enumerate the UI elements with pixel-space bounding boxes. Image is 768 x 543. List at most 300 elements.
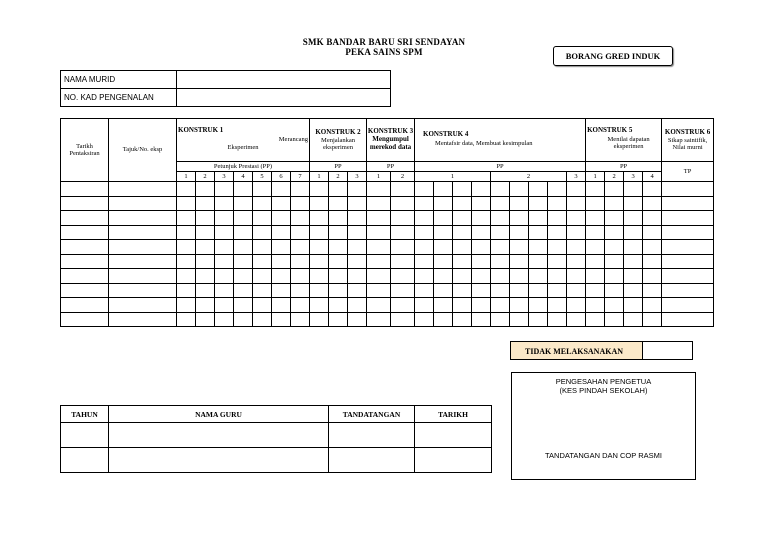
grade-cell[interactable] — [662, 283, 714, 298]
grade-cell[interactable] — [291, 182, 310, 197]
grade-cell[interactable] — [272, 211, 291, 226]
grade-cell[interactable] — [567, 254, 586, 269]
grade-cell[interactable] — [367, 182, 391, 197]
grade-cell[interactable] — [415, 254, 434, 269]
grade-cell[interactable] — [291, 312, 310, 327]
grade-cell[interactable] — [109, 182, 177, 197]
grade-cell[interactable] — [348, 225, 367, 240]
grade-cell[interactable] — [643, 312, 662, 327]
grade-cell[interactable] — [605, 196, 624, 211]
grade-cell[interactable] — [415, 312, 434, 327]
grade-cell[interactable] — [624, 312, 643, 327]
grade-cell[interactable] — [177, 240, 196, 255]
grade-cell[interactable] — [643, 283, 662, 298]
grade-cell[interactable] — [291, 269, 310, 284]
grade-cell[interactable] — [415, 269, 434, 284]
grade-cell[interactable] — [109, 211, 177, 226]
grade-cell[interactable] — [472, 196, 491, 211]
nama-murid-field[interactable] — [176, 71, 390, 89]
grade-cell[interactable] — [529, 283, 548, 298]
tandatangan-cell[interactable] — [329, 448, 415, 473]
grade-cell[interactable] — [643, 298, 662, 313]
grade-cell[interactable] — [453, 312, 472, 327]
grade-cell[interactable] — [529, 211, 548, 226]
grade-cell[interactable] — [391, 254, 415, 269]
grade-cell[interactable] — [253, 196, 272, 211]
k2-level: 3 — [348, 172, 367, 182]
grade-cell[interactable] — [472, 269, 491, 284]
grade-cell[interactable] — [472, 298, 491, 313]
grade-cell[interactable] — [491, 225, 510, 240]
grade-cell[interactable] — [491, 196, 510, 211]
grade-cell[interactable] — [529, 182, 548, 197]
grade-cell[interactable] — [567, 312, 586, 327]
grade-cell[interactable] — [196, 254, 215, 269]
grade-cell[interactable] — [329, 312, 348, 327]
grade-cell[interactable] — [215, 240, 234, 255]
grade-cell[interactable] — [61, 211, 109, 226]
konstruk-3-title: KONSTRUK 3 Mengumpul merekod data — [367, 127, 414, 151]
grade-cell[interactable] — [329, 182, 348, 197]
grade-cell[interactable] — [453, 211, 472, 226]
grade-cell[interactable] — [391, 225, 415, 240]
grade-row — [61, 283, 714, 298]
grade-cell[interactable] — [61, 269, 109, 284]
grade-cell[interactable] — [329, 269, 348, 284]
grade-cell[interactable] — [272, 254, 291, 269]
grade-cell[interactable] — [453, 240, 472, 255]
grade-cell[interactable] — [391, 269, 415, 284]
grade-cell[interactable] — [391, 196, 415, 211]
k4-level: 2 — [491, 172, 567, 182]
tarikh-cell[interactable] — [415, 448, 492, 473]
grade-cell[interactable] — [109, 240, 177, 255]
grade-cell[interactable] — [253, 225, 272, 240]
grade-cell[interactable] — [348, 196, 367, 211]
grade-cell[interactable] — [624, 283, 643, 298]
grade-cell[interactable] — [624, 240, 643, 255]
grade-cell[interactable] — [624, 211, 643, 226]
grade-cell[interactable] — [61, 283, 109, 298]
grade-cell[interactable] — [586, 182, 605, 197]
grade-cell[interactable] — [434, 312, 453, 327]
grade-cell[interactable] — [253, 254, 272, 269]
grade-cell[interactable] — [391, 211, 415, 226]
grade-cell[interactable] — [272, 312, 291, 327]
grade-cell[interactable] — [472, 225, 491, 240]
grade-cell[interactable] — [61, 312, 109, 327]
grade-cell[interactable] — [434, 240, 453, 255]
grade-cell[interactable] — [109, 312, 177, 327]
grade-cell[interactable] — [662, 298, 714, 313]
grade-cell[interactable] — [234, 298, 253, 313]
grade-cell[interactable] — [272, 298, 291, 313]
grade-cell[interactable] — [234, 225, 253, 240]
grade-cell[interactable] — [329, 283, 348, 298]
grade-cell[interactable] — [177, 283, 196, 298]
grade-cell[interactable] — [491, 182, 510, 197]
grade-cell[interactable] — [491, 298, 510, 313]
grade-cell[interactable] — [453, 283, 472, 298]
grade-cell[interactable] — [272, 225, 291, 240]
grade-cell[interactable] — [61, 182, 109, 197]
grade-cell[interactable] — [643, 269, 662, 284]
grade-cell[interactable] — [415, 211, 434, 226]
grade-cell[interactable] — [567, 211, 586, 226]
grade-cell[interactable] — [215, 269, 234, 284]
grade-cell[interactable] — [348, 240, 367, 255]
grade-cell[interactable] — [453, 298, 472, 313]
grade-cell[interactable] — [529, 254, 548, 269]
grade-cell[interactable] — [348, 298, 367, 313]
grade-cell[interactable] — [109, 254, 177, 269]
grade-cell[interactable] — [472, 211, 491, 226]
konstruk-2-desc: Menjalankan eksperimen — [321, 136, 355, 151]
grade-cell[interactable] — [453, 254, 472, 269]
grade-cell[interactable] — [234, 312, 253, 327]
grade-cell[interactable] — [510, 196, 529, 211]
grade-cell[interactable] — [348, 312, 367, 327]
grade-cell[interactable] — [434, 269, 453, 284]
grade-cell[interactable] — [234, 283, 253, 298]
grade-cell[interactable] — [391, 182, 415, 197]
grade-cell[interactable] — [586, 254, 605, 269]
grade-cell[interactable] — [548, 225, 567, 240]
grade-cell[interactable] — [310, 211, 329, 226]
grade-cell[interactable] — [529, 298, 548, 313]
grade-cell[interactable] — [624, 225, 643, 240]
grade-cell[interactable] — [391, 312, 415, 327]
grade-cell[interactable] — [567, 240, 586, 255]
grade-cell[interactable] — [367, 240, 391, 255]
grade-cell[interactable] — [329, 225, 348, 240]
grade-cell[interactable] — [548, 240, 567, 255]
grade-cell[interactable] — [272, 196, 291, 211]
grade-cell[interactable] — [291, 283, 310, 298]
tandatangan-cell[interactable] — [329, 423, 415, 448]
grade-cell[interactable] — [253, 211, 272, 226]
grade-cell[interactable] — [605, 182, 624, 197]
grade-cell[interactable] — [605, 283, 624, 298]
grade-cell[interactable] — [662, 312, 714, 327]
grade-cell[interactable] — [586, 211, 605, 226]
grade-cell[interactable] — [529, 240, 548, 255]
grade-cell[interactable] — [662, 211, 714, 226]
grade-cell[interactable] — [291, 240, 310, 255]
grade-cell[interactable] — [234, 254, 253, 269]
grade-cell[interactable] — [348, 211, 367, 226]
grade-cell[interactable] — [491, 211, 510, 226]
grade-cell[interactable] — [196, 312, 215, 327]
grade-cell[interactable] — [434, 196, 453, 211]
grade-cell[interactable] — [434, 283, 453, 298]
grade-cell[interactable] — [586, 196, 605, 211]
grade-cell[interactable] — [605, 225, 624, 240]
grade-cell[interactable] — [567, 269, 586, 284]
grade-cell[interactable] — [529, 269, 548, 284]
grade-cell[interactable] — [415, 283, 434, 298]
grade-cell[interactable] — [177, 182, 196, 197]
grade-cell[interactable] — [510, 240, 529, 255]
grade-cell[interactable] — [348, 182, 367, 197]
grade-cell[interactable] — [329, 196, 348, 211]
grade-cell[interactable] — [548, 283, 567, 298]
grade-cell[interactable] — [491, 283, 510, 298]
grade-cell[interactable] — [548, 312, 567, 327]
grade-cell[interactable] — [177, 254, 196, 269]
grade-cell[interactable] — [415, 182, 434, 197]
grade-cell[interactable] — [272, 240, 291, 255]
grade-cell[interactable] — [434, 298, 453, 313]
grade-cell[interactable] — [291, 225, 310, 240]
grade-cell[interactable] — [472, 283, 491, 298]
grade-cell[interactable] — [567, 283, 586, 298]
tidak-melaksanakan-box[interactable] — [643, 341, 693, 360]
grade-cell[interactable] — [196, 211, 215, 226]
grade-cell[interactable] — [329, 254, 348, 269]
grade-cell[interactable] — [662, 196, 714, 211]
grade-cell[interactable] — [196, 240, 215, 255]
grade-cell[interactable] — [310, 254, 329, 269]
grade-cell[interactable] — [348, 254, 367, 269]
grade-cell[interactable] — [548, 211, 567, 226]
grade-cell[interactable] — [510, 269, 529, 284]
grade-cell[interactable] — [510, 225, 529, 240]
grade-cell[interactable] — [329, 240, 348, 255]
grade-cell[interactable] — [472, 312, 491, 327]
grade-cell[interactable] — [215, 312, 234, 327]
grade-cell[interactable] — [472, 254, 491, 269]
grade-cell[interactable] — [253, 283, 272, 298]
grade-cell[interactable] — [643, 182, 662, 197]
grade-cell[interactable] — [605, 254, 624, 269]
grade-cell[interactable] — [310, 269, 329, 284]
grade-cell[interactable] — [177, 196, 196, 211]
grade-cell[interactable] — [234, 196, 253, 211]
grade-cell[interactable] — [329, 211, 348, 226]
grade-cell[interactable] — [253, 312, 272, 327]
grade-cell[interactable] — [586, 312, 605, 327]
grade-cell[interactable] — [177, 312, 196, 327]
nama-guru-cell[interactable] — [109, 448, 329, 473]
grade-cell[interactable] — [234, 269, 253, 284]
grade-cell[interactable] — [624, 196, 643, 211]
grade-cell[interactable] — [310, 225, 329, 240]
grade-cell[interactable] — [367, 312, 391, 327]
grade-cell[interactable] — [624, 182, 643, 197]
grade-cell[interactable] — [367, 269, 391, 284]
grade-cell[interactable] — [453, 182, 472, 197]
tahun-cell[interactable] — [61, 448, 109, 473]
grade-cell[interactable] — [215, 254, 234, 269]
grade-cell[interactable] — [348, 283, 367, 298]
grade-cell[interactable] — [548, 254, 567, 269]
grade-cell[interactable] — [643, 225, 662, 240]
grade-cell[interactable] — [548, 269, 567, 284]
grade-cell[interactable] — [491, 240, 510, 255]
grade-cell[interactable] — [605, 211, 624, 226]
grade-cell[interactable] — [177, 211, 196, 226]
grade-cell[interactable] — [643, 240, 662, 255]
school-title: SMK BANDAR BARU SRI SENDAYAN — [302, 37, 466, 47]
grade-cell[interactable] — [196, 225, 215, 240]
grade-cell[interactable] — [367, 196, 391, 211]
grade-cell[interactable] — [529, 196, 548, 211]
grade-cell[interactable] — [491, 269, 510, 284]
grade-cell[interactable] — [510, 182, 529, 197]
grade-cell[interactable] — [605, 312, 624, 327]
grade-cell[interactable] — [253, 298, 272, 313]
grade-cell[interactable] — [662, 225, 714, 240]
grade-cell[interactable] — [529, 225, 548, 240]
grade-cell[interactable] — [586, 225, 605, 240]
grade-cell[interactable] — [109, 283, 177, 298]
grade-cell[interactable] — [510, 283, 529, 298]
grade-cell[interactable] — [61, 196, 109, 211]
ic-field[interactable] — [176, 89, 390, 107]
grade-cell[interactable] — [253, 182, 272, 197]
grade-cell[interactable] — [291, 196, 310, 211]
grade-cell[interactable] — [196, 283, 215, 298]
grade-cell[interactable] — [310, 298, 329, 313]
grade-cell[interactable] — [567, 225, 586, 240]
grade-cell[interactable] — [196, 298, 215, 313]
grade-cell[interactable] — [215, 182, 234, 197]
grade-cell[interactable] — [215, 283, 234, 298]
grade-cell[interactable] — [367, 211, 391, 226]
tahun-header: TAHUN — [61, 406, 109, 423]
grade-cell[interactable] — [586, 298, 605, 313]
grade-cell[interactable] — [662, 269, 714, 284]
grade-cell[interactable] — [548, 298, 567, 313]
grade-cell[interactable] — [643, 211, 662, 226]
grade-cell[interactable] — [196, 269, 215, 284]
grade-cell[interactable] — [624, 254, 643, 269]
grade-cell[interactable] — [109, 225, 177, 240]
grade-cell[interactable] — [548, 182, 567, 197]
grade-cell[interactable] — [196, 196, 215, 211]
grade-cell[interactable] — [391, 240, 415, 255]
grade-cell[interactable] — [567, 298, 586, 313]
grade-cell[interactable] — [605, 269, 624, 284]
grade-cell[interactable] — [215, 298, 234, 313]
grade-cell[interactable] — [415, 240, 434, 255]
grade-cell[interactable] — [109, 269, 177, 284]
grade-cell[interactable] — [291, 211, 310, 226]
grade-cell[interactable] — [434, 182, 453, 197]
grade-cell[interactable] — [61, 254, 109, 269]
grade-cell[interactable] — [177, 225, 196, 240]
grade-cell[interactable] — [196, 182, 215, 197]
grade-cell[interactable] — [415, 298, 434, 313]
grade-cell[interactable] — [586, 283, 605, 298]
grade-cell[interactable] — [310, 196, 329, 211]
grade-cell[interactable] — [291, 254, 310, 269]
grade-cell[interactable] — [434, 225, 453, 240]
grade-cell[interactable] — [61, 298, 109, 313]
grade-cell[interactable] — [510, 254, 529, 269]
grade-cell[interactable] — [234, 240, 253, 255]
grade-cell[interactable] — [586, 269, 605, 284]
grade-cell[interactable] — [472, 240, 491, 255]
grade-cell[interactable] — [567, 196, 586, 211]
grade-cell[interactable] — [215, 196, 234, 211]
grade-cell[interactable] — [453, 269, 472, 284]
grade-cell[interactable] — [61, 240, 109, 255]
grade-cell[interactable] — [434, 211, 453, 226]
tarikh-cell[interactable] — [415, 423, 492, 448]
grade-cell[interactable] — [605, 240, 624, 255]
grade-cell[interactable] — [643, 254, 662, 269]
grade-cell[interactable] — [253, 240, 272, 255]
grade-cell[interactable] — [215, 211, 234, 226]
grade-cell[interactable] — [391, 298, 415, 313]
nama-guru-cell[interactable] — [109, 423, 329, 448]
tahun-cell[interactable] — [61, 423, 109, 448]
grade-cell[interactable] — [177, 269, 196, 284]
grade-cell[interactable] — [586, 240, 605, 255]
grade-cell[interactable] — [453, 225, 472, 240]
grade-cell[interactable] — [367, 298, 391, 313]
grade-cell[interactable] — [109, 196, 177, 211]
borang-label: BORANG GRED INDUK — [553, 46, 673, 66]
grade-cell[interactable] — [529, 312, 548, 327]
grade-cell[interactable] — [567, 182, 586, 197]
grade-cell[interactable] — [310, 182, 329, 197]
grade-cell[interactable] — [234, 211, 253, 226]
grade-cell[interactable] — [643, 196, 662, 211]
grade-cell[interactable] — [491, 312, 510, 327]
grade-cell[interactable] — [491, 254, 510, 269]
grade-cell[interactable] — [61, 225, 109, 240]
grade-cell[interactable] — [415, 196, 434, 211]
grade-cell[interactable] — [215, 225, 234, 240]
grade-cell[interactable] — [177, 298, 196, 313]
grade-cell[interactable] — [348, 269, 367, 284]
grade-cell[interactable] — [329, 298, 348, 313]
grade-cell[interactable] — [253, 269, 272, 284]
grade-cell[interactable] — [272, 269, 291, 284]
grade-cell[interactable] — [391, 283, 415, 298]
grade-cell[interactable] — [272, 283, 291, 298]
grade-cell[interactable] — [367, 254, 391, 269]
grade-cell[interactable] — [367, 225, 391, 240]
grade-cell[interactable] — [548, 196, 567, 211]
grade-cell[interactable] — [310, 240, 329, 255]
info-row-nama — [61, 71, 391, 89]
grade-cell[interactable] — [662, 254, 714, 269]
grade-cell[interactable] — [472, 182, 491, 197]
grade-cell[interactable] — [367, 283, 391, 298]
grade-cell[interactable] — [662, 182, 714, 197]
grade-cell[interactable] — [272, 182, 291, 197]
grade-cell[interactable] — [662, 240, 714, 255]
grade-cell[interactable] — [415, 225, 434, 240]
grade-cell[interactable] — [624, 269, 643, 284]
grade-cell[interactable] — [434, 254, 453, 269]
grade-cell[interactable] — [234, 182, 253, 197]
grade-cell[interactable] — [510, 211, 529, 226]
grade-cell[interactable] — [624, 298, 643, 313]
grade-cell[interactable] — [310, 283, 329, 298]
grade-cell[interactable] — [310, 312, 329, 327]
grade-cell[interactable] — [605, 298, 624, 313]
grade-cell[interactable] — [109, 298, 177, 313]
grade-cell[interactable] — [510, 312, 529, 327]
grade-cell[interactable] — [291, 298, 310, 313]
grade-cell[interactable] — [510, 298, 529, 313]
grade-cell[interactable] — [453, 196, 472, 211]
